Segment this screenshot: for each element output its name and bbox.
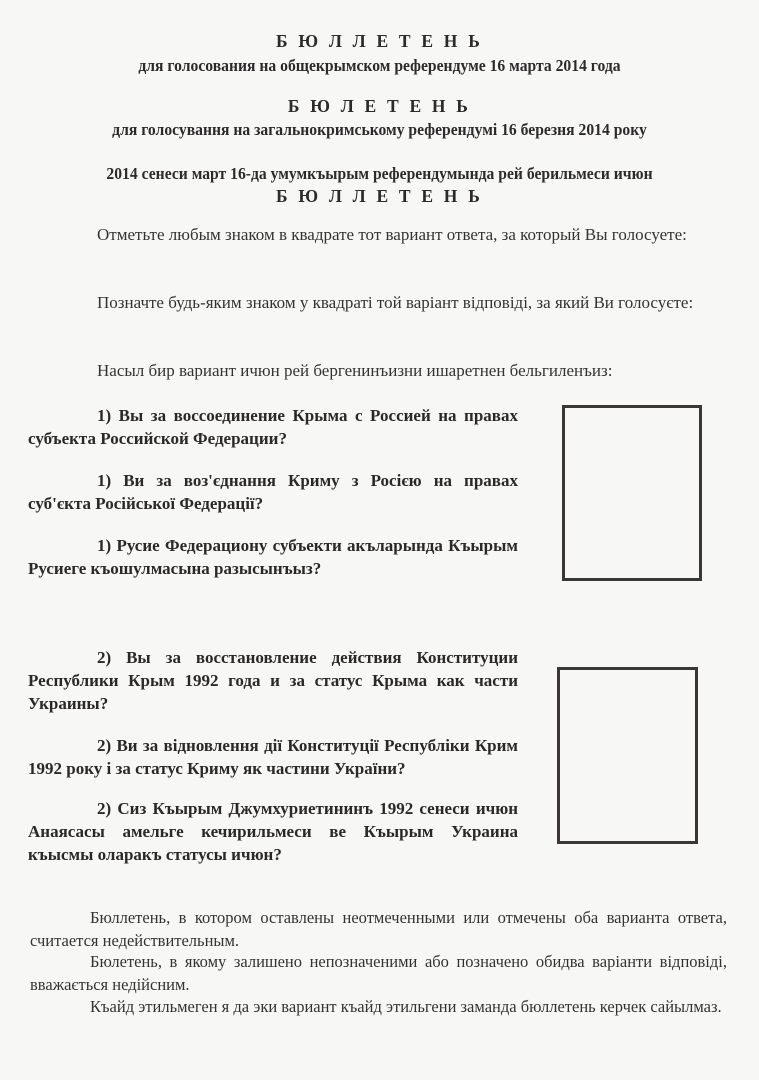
option-2-question-ru: 2) Вы за восстановление действия Конституции Республики Крым 1992 года и за статус Крыма как части Украины? (28, 648, 518, 713)
ballot-subtitle-uk: для голосування на загальнокримському референдумі 16 березня 2014 року (112, 120, 647, 139)
invalid-note-uk: Бюлетень, в якому залишено непозначеними або позначено обидва варіанти відповіді, вважається недійсним. (30, 952, 727, 994)
instruction-crh: Насыл бир вариант ичюн рей бергенинъизни ишаретнен бельгиленъиз: (97, 361, 613, 380)
ballot-subtitle-ru: для голосования на общекрымском референдуме 16 марта 2014 года (138, 56, 621, 75)
ballot-title-uk: Б Ю Л Е Т Е Н Ь (287, 96, 472, 116)
instruction-uk: Позначте будь-яким знаком у квадраті той варіант відповіді, за який Ви голосуєте: (97, 293, 694, 312)
invalid-note-crh: Къайд этильмеген я да эки вариант къайд этильгени заманда бюллетень керчек сайылмаз. (90, 997, 722, 1016)
option-1-question-crh: 1) Русие Федерациону субъекти акъларында Къырым Русиеге къошулмасына разысынъыз? (28, 536, 518, 578)
invalid-note-ru: Бюллетень, в котором оставлены неотмеченными или отмечены оба варианта ответа, считается недействительным. (30, 908, 727, 950)
option-2-question-crh: 2) Сиз Къырым Джумхуриетининъ 1992 сенеси ичюн Анаясасы амельге кечирильмеси ве Къырым Украина къысмы оларакъ статусы ичюн? (28, 799, 518, 864)
option-1-question-ru: 1) Вы за воссоединение Крыма с Россией на правах субъекта Российской Федерации? (28, 406, 518, 448)
option-2-question-uk: 2) Ви за відновлення дії Конституції Республіки Крим 1992 року і за статус Криму як частини України? (28, 736, 518, 778)
option-1-question-uk: 1) Ви за воз'єднання Криму з Росією на правах суб'єкта Російської Федерації? (28, 471, 518, 513)
ballot-title-ru: Б Ю Л Л Е Т Е Н Ь (276, 31, 483, 51)
checkbox-option-1[interactable] (562, 405, 702, 581)
instruction-ru: Отметьте любым знаком в квадрате тот вариант ответа, за который Вы голосуете: (97, 225, 687, 244)
checkbox-option-2[interactable] (557, 667, 698, 844)
ballot-title-crh: Б Ю Л Л Е Т Е Н Ь (276, 186, 483, 206)
ballot-subtitle-crh: 2014 сенеси март 16-да умумкъырым референдумында рей берильмеси ичюн (106, 164, 653, 183)
